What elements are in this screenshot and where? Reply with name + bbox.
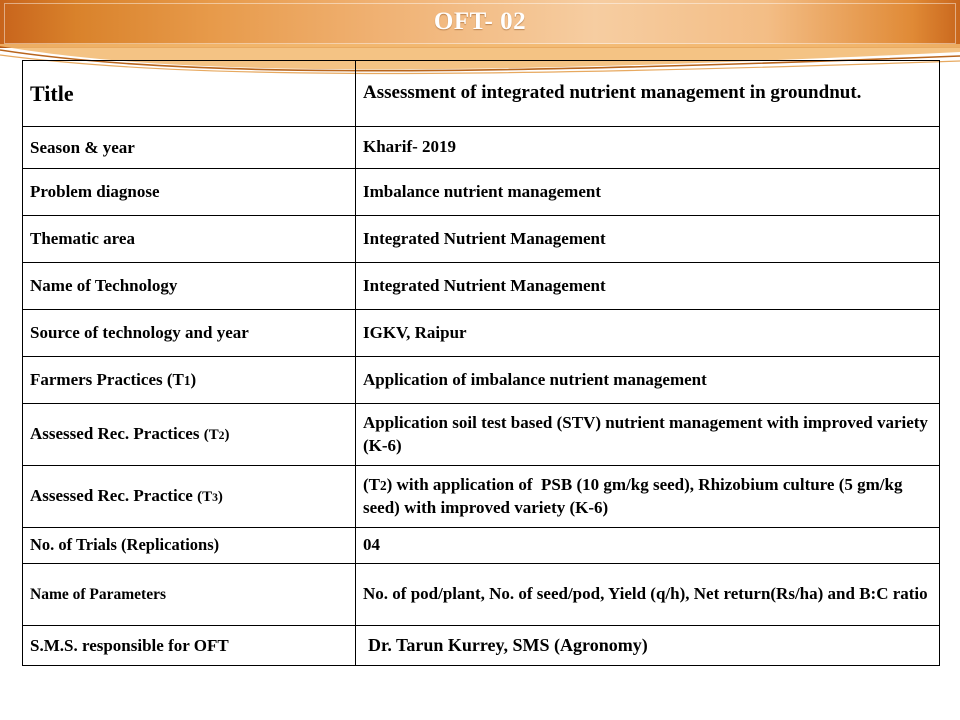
row-value-name-of-technology: Integrated Nutrient Management [356,263,940,310]
row-value-thematic-area: Integrated Nutrient Management [356,216,940,263]
row-value-assessed-rec-practice-t3: (T2) with application of PSB (10 gm/kg seed), Rhizobium culture (5 gm/kg seed) with improved variety (K-6) [356,466,940,528]
table-row [23,404,940,466]
row-value-assessed-rec-practices-t2: Application soil test based (STV) nutrient management with improved variety (K-6) [356,404,940,466]
row-label-assessed-rec-practice-t3: Assessed Rec. Practice (T3) [23,466,356,528]
row-value-no-of-trials: 04 [356,528,940,564]
row-label-assessed-rec-practices-t2: Assessed Rec. Practices (T2) [23,404,356,466]
table-row [23,528,940,564]
row-value-name-of-parameters: No. of pod/plant, No. of seed/pod, Yield (q/h), Net return(Rs/ha) and B:C ratio [356,564,940,626]
table-row [23,466,940,528]
row-label-no-of-trials: No. of Trials (Replications) [23,528,356,564]
oft-details-table [22,60,940,666]
row-label-season-year: Season & year [23,127,356,169]
table-row [23,216,940,263]
header-banner [0,0,960,48]
page-title: OFT- 02 [433,8,527,35]
table-row [23,564,940,626]
table-row [23,357,940,404]
table-row [23,61,940,127]
table-row [23,310,940,357]
table-row [23,169,940,216]
row-label-source-of-technology: Source of technology and year [23,310,356,357]
table-row [23,127,940,169]
row-value-problem-diagnose: Imbalance nutrient management [356,169,940,216]
row-value-title: Assessment of integrated nutrient management in groundnut. [356,61,940,127]
row-label-problem-diagnose: Problem diagnose [23,169,356,216]
row-label-thematic-area: Thematic area [23,216,356,263]
oft-table-container [22,60,940,666]
row-label-title: Title [23,61,356,127]
row-value-farmers-practices: Application of imbalance nutrient management [356,357,940,404]
row-value-sms-responsible: Dr. Tarun Kurrey, SMS (Agronomy) [356,626,940,666]
table-row [23,626,940,666]
table-row [23,263,940,310]
row-label-name-of-parameters: Name of Parameters [23,564,356,626]
row-value-season-year: Kharif- 2019 [356,127,940,169]
row-label-name-of-technology: Name of Technology [23,263,356,310]
row-value-source-of-technology: IGKV, Raipur [356,310,940,357]
row-label-sms-responsible: S.M.S. responsible for OFT [23,626,356,666]
row-label-farmers-practices: Farmers Practices (T1) [23,357,356,404]
